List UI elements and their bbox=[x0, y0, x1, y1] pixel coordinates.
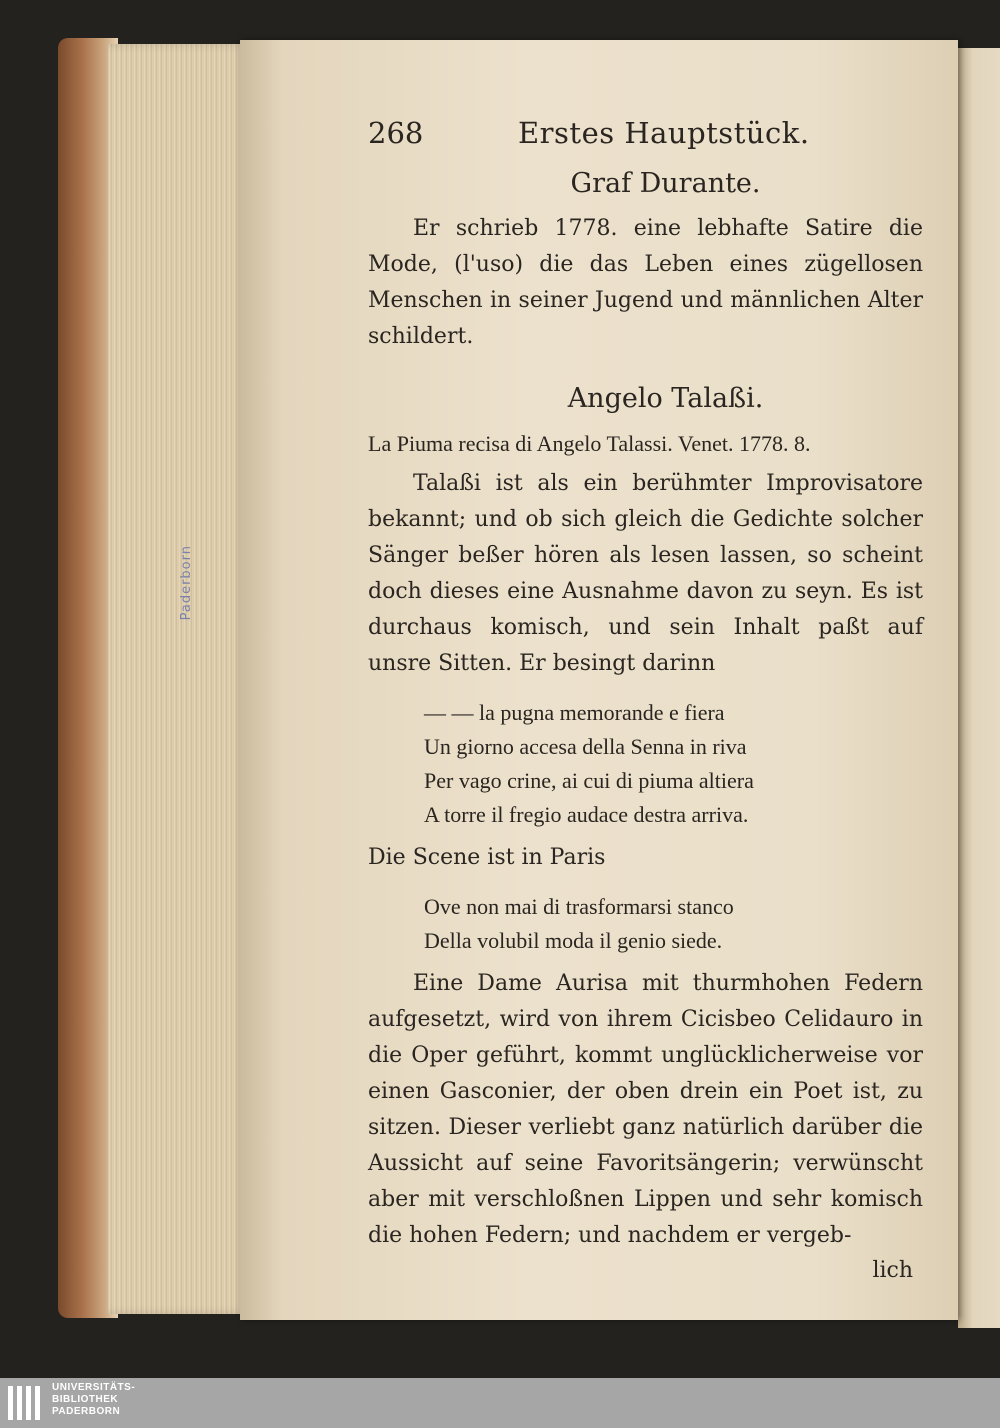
page-number: 268 bbox=[368, 116, 424, 150]
page-header bbox=[368, 110, 923, 158]
paragraph-durante: Er schrieb 1778. eine lebhafte Satire die Mode, (l'uso) die das Leben eines zügellosen Menschen in seiner Jugend und männlichen Alter schildert. bbox=[368, 216, 923, 349]
book-page bbox=[240, 40, 958, 1320]
verse-line: Un giorno accesa della Senna in riva bbox=[424, 734, 747, 759]
section-title-talassi: Angelo Talaßi. bbox=[567, 383, 764, 414]
section-title-durante: Graf Durante. bbox=[570, 168, 761, 199]
scene-line: Die Scene ist in Paris bbox=[368, 845, 606, 870]
facing-page-edge bbox=[958, 48, 1000, 1328]
catchword: lich bbox=[872, 1258, 913, 1283]
running-head: Erstes Hauptstück. bbox=[518, 116, 810, 150]
paragraph-aurisa: Eine Dame Aurisa mit thurmhohen Federn aufgesetzt, wird von ihrem Cicisbeo Celidauro in die Oper geführt, kommt unglücklicherweise vor einen Gasconier, der oben drein ein Poet ist, zu sitzen. Dieser verliebt ganz natürlich darüber die Aussicht auf seine Favoritsängerin; verwünscht aber mit verschloßnen Lippen und sehr komisch die hohen Federn; und nachdem er vergeb- bbox=[368, 971, 923, 1248]
page-fore-edge bbox=[108, 44, 248, 1314]
verse-block-1 bbox=[424, 696, 923, 832]
library-name-line: PADERBORN bbox=[52, 1406, 121, 1417]
verse-line: A torre il fregio audace destra arriva. bbox=[424, 802, 749, 827]
verse-block-2 bbox=[424, 890, 923, 958]
library-stamp bbox=[176, 545, 196, 665]
page-content bbox=[368, 110, 923, 1288]
bibliography-entry: La Piuma recisa di Angelo Talassi. Venet. 1778. 8. bbox=[368, 431, 811, 456]
verse-line: Ove non mai di trasformarsi stanco bbox=[424, 894, 734, 919]
library-name bbox=[52, 1382, 135, 1418]
verse-line: Della volubil moda il genio siede. bbox=[424, 928, 723, 953]
library-footer-bar bbox=[0, 1378, 1000, 1428]
stamp-text: Paderborn bbox=[178, 545, 194, 621]
verse-line: — — la pugna memorande e fiera bbox=[424, 700, 725, 725]
verse-line: Per vago crine, ai cui di piuma altiera bbox=[424, 768, 754, 793]
library-name-line: BIBLIOTHEK bbox=[52, 1394, 119, 1405]
library-name-line: UNIVERSITÄTS- bbox=[52, 1382, 136, 1393]
library-logo-icon bbox=[6, 1382, 46, 1424]
paragraph-talassi: Talaßi ist als ein berühmter Improvisatore bekannt; und ob sich gleich die Gedichte solcher Sänger beßer hören als lesen lassen, so scheint doch dieses eine Ausnahme davon zu seyn. Es ist durchaus komisch, und sein Inhalt paßt auf unsre Sitten. Er besingt darinn bbox=[368, 471, 923, 676]
